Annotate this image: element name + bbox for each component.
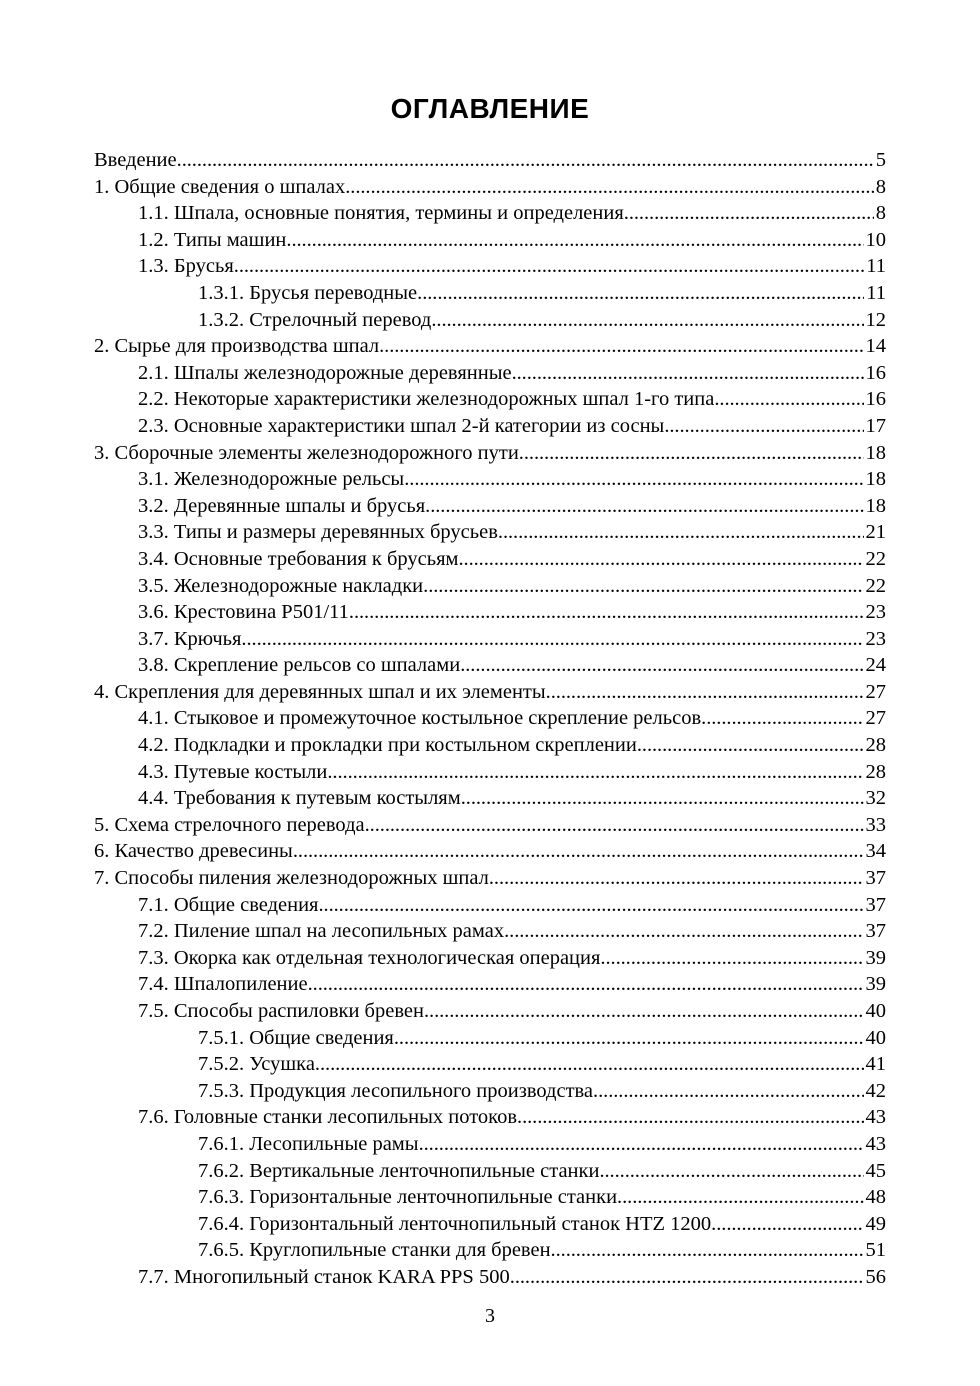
dot-leader [551,1237,864,1264]
toc-entry[interactable] [0,652,980,679]
toc-entry[interactable] [0,865,980,892]
dot-leader [600,945,863,972]
toc-entry[interactable] [0,466,980,493]
toc-entry-page-number: 45 [865,1159,886,1182]
toc-entry-title: 1.3.2. Стрелочный перевод [198,308,432,331]
toc-entry[interactable] [0,253,980,280]
toc-entry-page-number: 21 [865,521,886,544]
toc-entry[interactable] [0,1078,980,1105]
toc-entry[interactable] [0,1211,980,1238]
dot-leader [419,1131,864,1158]
toc-entry[interactable] [0,599,980,626]
dot-leader [417,280,864,307]
dot-leader [593,1078,863,1105]
dot-leader [365,812,864,839]
toc-entry[interactable] [0,1131,980,1158]
toc-entry-page-number: 16 [865,388,886,411]
dot-leader [458,546,863,573]
toc-entry-title: 3.1. Железнодорожные рельсы [138,468,405,491]
toc-entry-page-number: 56 [865,1265,886,1288]
toc-entry-page-number: 24 [865,654,886,677]
dot-leader [404,466,863,493]
toc-entry[interactable] [0,1237,980,1264]
toc-entry-page-number: 16 [865,361,886,384]
toc-entry-page-number: 40 [865,1000,886,1022]
toc-entry-title: 6. Качество древесины [94,840,293,863]
dot-leader [241,626,863,653]
toc-entry[interactable] [0,386,980,413]
dot-leader [512,360,864,387]
toc-entry-page-number: 41 [865,1053,886,1076]
toc-entry-page-number: 23 [865,627,886,650]
toc-entry-title: 1.2. Типы машин [138,228,287,251]
toc-entry-title: 3. Сборочные элементы железнодорожного пути [94,441,519,464]
dot-leader [498,519,864,546]
dot-leader [431,307,863,334]
toc-entry-page-number: 8 [875,202,886,225]
toc-entry-page-number: 5 [875,149,886,171]
dot-leader [177,147,874,174]
toc-entry-page-number: 37 [865,920,886,943]
toc-entry-title: 7.5.3. Продукция лесопильного производства [198,1079,594,1102]
dot-leader [515,1264,864,1291]
dot-leader [664,413,863,440]
toc-entry-title: 3.8. Скрепление рельсов со шпалами [138,654,461,677]
toc-entry-title: 3.2. Деревянные шпалы и брусья [138,494,426,517]
dot-leader [424,998,864,1025]
dot-leader [461,785,864,812]
toc-entry-page-number: 49 [865,1212,886,1235]
toc-entry-title: 4.4. Требования к путевым костылям [138,787,461,810]
dot-leader [286,227,863,254]
toc-entry-title: 7.6.3. Горизонтальные ленточнопильные станки [198,1186,618,1209]
toc-entry-page-number: 17 [865,414,886,437]
toc-entry-title: 7.2. Пиление шпал на лесопильных рамах [138,920,505,943]
toc-entry[interactable] [0,440,980,467]
toc-entry-title: 1. Общие сведения о шпалах [94,175,346,198]
toc-entry-title: 3.4. Основные требования к брусьям [138,547,459,570]
dot-leader [293,838,864,865]
toc-entry-page-number: 28 [865,760,886,783]
toc-entry[interactable] [0,998,980,1025]
toc-entry[interactable] [0,493,980,520]
toc-entry-title: 7.6.2. Вертикальные ленточнопильные станки [198,1159,600,1182]
toc-entry-title: 3.5. Железнодорожные накладки [138,574,424,597]
toc-entry-title: 3.7. Крючья [138,627,242,650]
toc-entry-title: 7. Способы пиления железнодорожных шпал [94,867,489,890]
dot-leader [546,679,864,706]
toc-entry-title: 4.2. Подкладки и прокладки при костыльном скреплении [138,734,637,757]
toc-entry-title: 7.5.1. Общие сведения [198,1026,394,1049]
toc-entry-title: Введение [94,149,177,171]
dot-leader [327,759,863,786]
dot-leader [318,892,863,919]
toc-entry[interactable] [0,519,980,546]
toc-entry-title: 7.6.4. Горизонтальный ленточнопильный станок HTZ 1200 [198,1212,712,1235]
toc-entry[interactable] [0,1025,980,1052]
dot-leader [714,386,863,413]
dot-leader [460,652,863,679]
toc-entry-title: 7.1. Общие сведения [138,893,319,916]
toc-entry-title: 7.4. Шпалопиление [138,973,308,996]
dot-leader [379,333,863,360]
toc-entry-title: 7.6.1. Лесопильные рамы [198,1132,419,1155]
toc-entry-page-number: 12 [865,308,886,331]
toc-entry-page-number: 43 [865,1132,886,1155]
toc-entry[interactable] [0,785,980,812]
toc-entry[interactable] [0,918,980,945]
dot-leader [345,174,874,201]
toc-entry[interactable] [0,333,980,360]
toc-entry-page-number: 27 [865,680,886,703]
toc-entry-page-number: 51 [865,1239,886,1262]
toc-entry[interactable] [0,732,980,759]
toc-entry-page-number: 8 [875,175,886,198]
dot-leader [394,1025,864,1052]
toc-entry-page-number: 18 [865,468,886,491]
toc-entry[interactable] [0,1184,980,1211]
dot-leader [489,865,864,892]
toc-entry-page-number: 37 [865,893,886,916]
dot-leader [701,705,863,732]
toc-entry[interactable] [0,546,980,573]
toc-entry-title: 1.3.1. Брусья переводные [198,281,418,304]
toc-entry[interactable] [0,971,980,998]
toc-entry-title: 2.2. Некоторые характеристики железнодорожных шпал 1-го типа [138,388,715,411]
toc-entry-page-number: 28 [865,734,886,757]
toc-entry-page-number: 18 [865,494,886,517]
toc-entry-page-number: 42 [865,1079,886,1102]
page-title: ОГЛАВЛЕНИЕ [390,93,590,124]
dot-leader [517,1104,863,1131]
toc-entry-title: 3.6. Крестовина Р501/11 [138,601,349,624]
dot-leader [315,1051,864,1078]
toc-entry-page-number: 27 [865,707,886,730]
dot-leader [519,440,864,467]
toc-entry[interactable] [0,360,980,387]
dot-leader [504,918,863,945]
toc-entry-title: 7.5. Способы распиловки бревен [138,1000,424,1022]
dot-leader [624,200,874,227]
dot-leader [599,1158,863,1185]
toc-entry-title: 4. Скрепления для деревянных шпал и их элементы [94,680,546,703]
toc-entry-page-number: 22 [865,547,886,570]
toc-entry[interactable] [0,759,980,786]
toc-entry-title: 2.1. Шпалы железнодорожные деревянные [138,361,512,384]
toc-entry-page-number: 48 [865,1186,886,1209]
toc-entry-page-number: 11 [866,255,886,278]
toc-entry-title: 1.3. Брусья [138,255,234,278]
toc-entry[interactable] [0,174,980,201]
toc-entry[interactable] [0,812,980,839]
dot-leader [234,253,864,280]
toc-entry[interactable] [0,705,980,732]
toc-entry-page-number: 33 [865,813,886,836]
toc-entry[interactable] [0,626,980,653]
dot-leader [349,599,864,626]
toc-entry-page-number: 39 [865,946,886,969]
toc-entry-page-number: 34 [865,840,886,863]
toc-entry-page-number: 14 [865,335,886,358]
toc-entry[interactable] [0,200,980,227]
dot-leader [423,573,863,600]
toc-entry[interactable] [0,1264,980,1291]
toc-entry-title: 4.3. Путевые костыли [138,760,328,783]
dot-leader [308,971,864,998]
toc-entry[interactable] [0,1104,980,1131]
toc-entry[interactable] [0,307,980,334]
toc-entry[interactable] [0,838,980,865]
page-number: 3 [485,1305,495,1327]
toc-entry-title: 4.1. Стыковое и промежуточное костыльное скрепление рельсов [138,707,702,730]
toc-entry[interactable] [0,1158,980,1185]
toc-entry-title: 7.6. Головные станки лесопильных потоков [138,1106,518,1129]
toc-entry-page-number: 39 [865,973,886,996]
toc-entry-page-number: 10 [865,228,886,251]
toc-entry[interactable] [0,280,980,307]
toc-entry-page-number: 22 [865,574,886,597]
table-of-contents [0,147,980,1291]
toc-entry-title: 7.5.2. Усушка [198,1053,315,1076]
dot-leader [711,1211,863,1238]
dot-leader [637,732,864,759]
dot-leader [425,493,863,520]
toc-entry[interactable] [0,147,980,174]
dot-leader [617,1184,863,1211]
toc-entry[interactable] [0,227,980,254]
toc-entry-page-number: 43 [865,1106,886,1129]
toc-entry[interactable] [0,892,980,919]
toc-entry-page-number: 23 [865,601,886,624]
toc-entry-title: 7.3. Окорка как отдельная технологическая операция [138,946,601,969]
toc-entry-page-number: 18 [865,441,886,464]
toc-entry-title: 5. Схема стрелочного перевода [94,813,365,836]
toc-entry-title: 3.3. Типы и размеры деревянных брусьев [138,521,498,544]
toc-entry[interactable] [0,413,980,440]
toc-entry[interactable] [0,679,980,706]
toc-entry-title: 2.3. Основные характеристики шпал 2-й категории из сосны [138,414,665,437]
toc-entry[interactable] [0,1051,980,1078]
toc-entry[interactable] [0,945,980,972]
toc-entry-title: 1.1. Шпала, основные понятия, термины и определения [138,202,624,225]
toc-entry[interactable] [0,573,980,600]
toc-entry-page-number: 32 [865,787,886,810]
toc-entry-page-number: 11 [866,281,886,304]
toc-entry-title: 7.6.5. Круглопильные станки для бревен [198,1239,551,1262]
toc-entry-title: 2. Сырье для производства шпал [94,335,380,358]
toc-entry-page-number: 37 [865,867,886,890]
toc-entry-page-number: 40 [865,1026,886,1049]
toc-entry-title: 7.7. Многопильный станок KARA PPS 500. [138,1265,515,1288]
